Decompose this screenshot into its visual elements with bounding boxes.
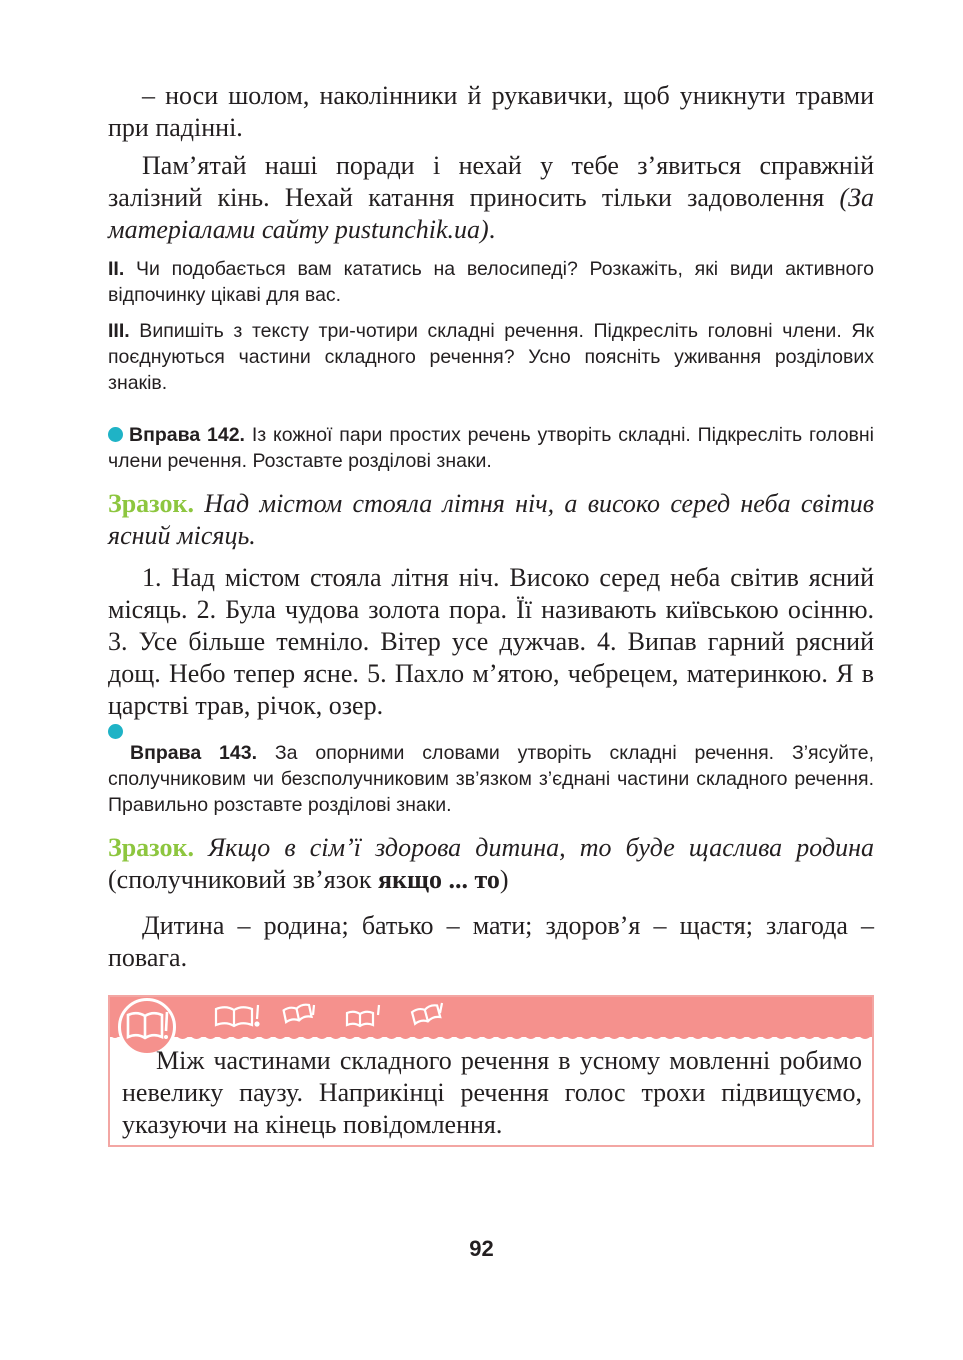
task-2 <box>108 256 874 308</box>
rule-text: Між частинами складного речення в усному мовленні робимо невелику паузу. Наприкінці речення голос трохи підвищуємо, указуючи на кінець повідомлення. <box>122 1046 862 1139</box>
sample-label: Зразок. <box>108 489 194 518</box>
intro-paragraph-text: Пам’ятай наші поради і нехай у тебе з’явиться справжній залізний кінь. Нехай катання приносить тільки задоволення <box>108 151 874 212</box>
sample-label: Зразок. <box>108 833 194 862</box>
task-3-number: ІІІ. <box>108 320 130 342</box>
page-number: 92 <box>469 1236 494 1261</box>
exercise-143-text: За опорними словами утворіть складні речення. З’ясуйте, сполучниковим чи безсполучниковим зв’язком з’єднані частини складного речення. Правильно розставте розділові знаки. <box>108 742 874 816</box>
sample-text: Якщо в сім’ї здорова дитина, то буде щаслива родина <box>193 833 874 862</box>
sample-text: Над містом стояла літня ніч, а високо серед неба світив ясний місяць. <box>108 489 874 550</box>
bullet-dot-icon <box>108 427 123 442</box>
exercise-142-heading <box>108 422 874 474</box>
sample-note-conjunction: якщо ... то <box>377 865 500 894</box>
intro-line: – носи шолом, наколінники й рукавички, щоб уникнути травми при падінні. <box>108 81 874 142</box>
task-2-text: Чи подобається вам кататись на велосипеді? Розкажіть, які види активного відпочинку цікаві для вас. <box>108 258 874 306</box>
task-3 <box>108 318 874 396</box>
intro-paragraph-end: . <box>488 215 496 244</box>
exercise-143-title: Вправа 143. <box>130 742 258 764</box>
intro-paragraph <box>108 150 874 246</box>
task-2-number: ІІ. <box>108 258 125 280</box>
exercise-142-sample <box>108 488 874 552</box>
bullet-dot-icon <box>108 724 123 739</box>
rule-header-band <box>110 997 872 1037</box>
exercise-143-body: Дитина – родина; батько – мати; здоров’я – щастя; злагода – повага. <box>108 911 874 972</box>
sample-note-end: ) <box>499 865 509 894</box>
book-icons-row <box>210 1001 510 1036</box>
sample-note: (сполучниковий зв’язок <box>108 865 378 894</box>
exercise-142-text: Із кожної пари простих речень утворіть складні. Підкресліть головні члени речення. Розставте розділові знаки. <box>108 424 874 472</box>
source-citation: (За матеріалами сайту pustunchik.ua) <box>108 183 874 244</box>
rule-box <box>108 995 874 1147</box>
page-content <box>108 80 874 974</box>
exercise-143-heading <box>108 740 874 818</box>
exercise-142-title: Вправа 142. <box>129 424 245 446</box>
task-3-text: Випишіть з тексту три-чотири складні речення. Підкресліть головні члени. Як поєднуються частини складного речення? Усно поясніть уживання розділових знаків. <box>108 320 874 394</box>
exercise-143-sample <box>108 832 874 896</box>
exercise-142-body: 1. Над містом стояла літня ніч. Високо серед неба світив ясний місяць. 2. Була чудова золота пора. Її називають київською осінню. 3. Усе більше темніло. Вітер усе дужчав. 4. Випав гарний рясний дощ. Небо тепер ясне. 5. Пахло м’ятою, чебрецем, материнкою. Я в царстві трав, річок, озер. <box>108 563 874 720</box>
small-book-icons <box>210 1001 510 1031</box>
